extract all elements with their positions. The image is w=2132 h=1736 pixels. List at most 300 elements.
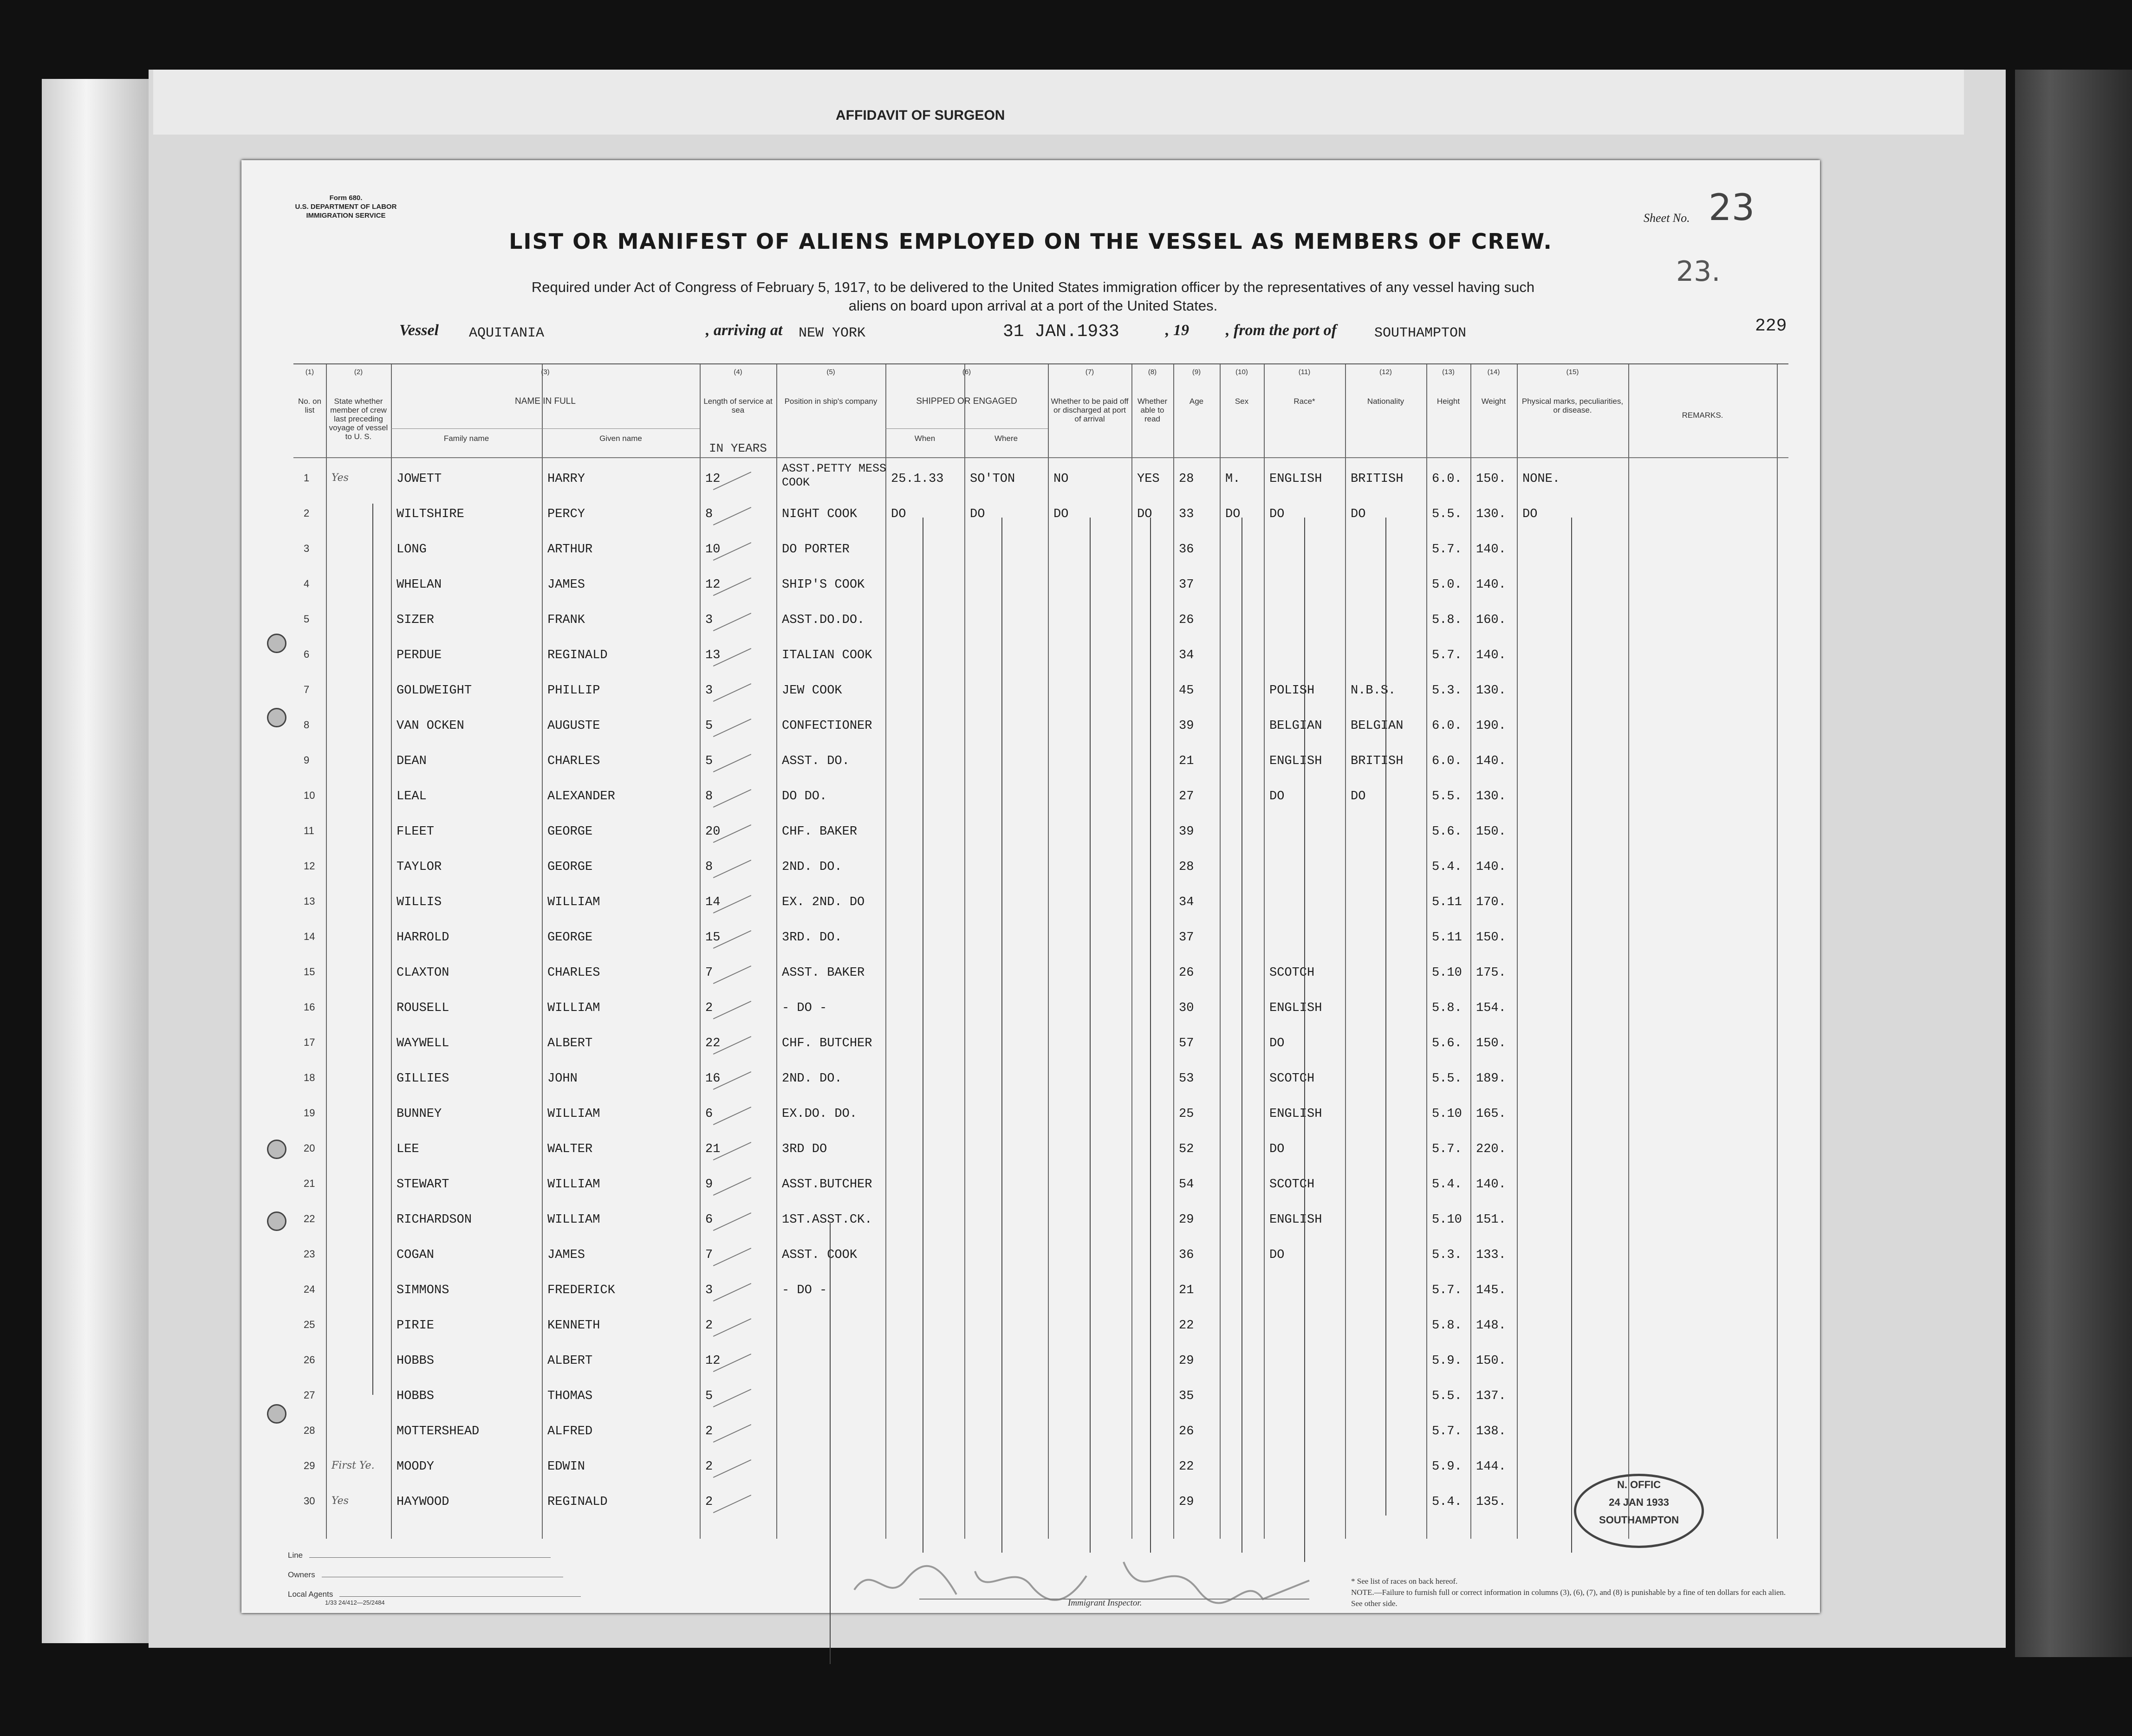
department: U.S. DEPARTMENT OF LABOR: [295, 203, 397, 211]
column-number: (10): [1235, 368, 1248, 376]
table-row: [293, 885, 1788, 919]
page-subtitle: [371, 278, 1695, 315]
cell-height: 5.6.: [1432, 825, 1462, 839]
subheader-divider: [391, 428, 700, 429]
cell-height: 5.7.: [1432, 648, 1462, 662]
cell-family: HOBBS: [396, 1389, 435, 1403]
cell-no: 20: [304, 1142, 315, 1154]
stamp-line-3: SOUTHAMPTON: [1599, 1514, 1679, 1526]
top-sheet: [153, 70, 1964, 135]
cell-family: RICHARDSON: [396, 1213, 472, 1227]
cell-family: BUNNEY: [396, 1107, 442, 1121]
cell-given: FRANK: [547, 613, 585, 627]
column-header-paid: Whether to be paid off or discharged at port of arrival: [1051, 397, 1129, 423]
cell-nationality: DO: [1351, 507, 1366, 521]
cell-weight: 138.: [1476, 1425, 1506, 1438]
cell-given: GEORGE: [547, 825, 593, 839]
table-row: [293, 1026, 1788, 1060]
cell-family: SIMMONS: [396, 1283, 449, 1297]
punch-hole: [267, 708, 286, 727]
cell-height: 5.7.: [1432, 1142, 1462, 1156]
cell-age: 26: [1179, 613, 1194, 627]
cell-no: 30: [304, 1495, 315, 1507]
cell-height: 5.4.: [1432, 860, 1462, 874]
cell-race: ENGLISH: [1269, 472, 1322, 486]
cell-given: GEORGE: [547, 931, 593, 945]
cell-height: 5.8.: [1432, 613, 1462, 627]
form-header: [286, 194, 406, 220]
cell-given: WILLIAM: [547, 1178, 600, 1192]
dark-edge-strip: [2015, 70, 2132, 1657]
cell-given: ALEXANDER: [547, 790, 615, 803]
cell-weight: 150.: [1476, 1354, 1506, 1368]
cell-race: DO: [1269, 1142, 1285, 1156]
arriving-port: NEW YORK: [799, 325, 866, 341]
cell-position: 3RD DO: [782, 1142, 827, 1156]
cell-position: EX.DO. DO.: [782, 1107, 858, 1121]
cell-age: 28: [1179, 860, 1194, 874]
cell-weight: 150.: [1476, 1036, 1506, 1050]
cell-weight: 137.: [1476, 1389, 1506, 1403]
cell-no: 29: [304, 1460, 315, 1471]
cell-family: WILLIS: [396, 895, 442, 909]
column-number: (2): [354, 368, 363, 376]
cell-prev: Yes: [332, 472, 349, 484]
footer-note: [1351, 1576, 1788, 1609]
column-header-read: Whether able to read: [1137, 397, 1168, 423]
cell-given: WILLIAM: [547, 1107, 600, 1121]
cell-position: DO PORTER: [782, 543, 850, 557]
table-row: [293, 1344, 1788, 1378]
table-row: [293, 1097, 1788, 1131]
cell-no: 2: [304, 507, 310, 519]
column-number: (14): [1487, 368, 1500, 376]
cell-sex: M.: [1225, 472, 1241, 486]
cell-paid: NO: [1053, 472, 1069, 486]
cell-no: 5: [304, 613, 310, 625]
table-row: [293, 744, 1788, 778]
owners-field: [288, 1565, 581, 1585]
cell-height: 6.0.: [1432, 754, 1462, 768]
table-row: [293, 462, 1788, 496]
ditto-mark: [1001, 518, 1002, 1553]
cell-position: ASST. DO.: [782, 754, 850, 768]
cell-weight: 140.: [1476, 754, 1506, 768]
cell-no: 14: [304, 931, 315, 942]
cell-given: GEORGE: [547, 860, 593, 874]
cell-family: SIZER: [396, 613, 435, 627]
table-row: [293, 709, 1788, 743]
subtitle-line-2: aliens on board upon arrival at a port of the United States.: [848, 298, 1218, 314]
cell-weight: 151.: [1476, 1213, 1506, 1227]
table-row: [293, 568, 1788, 602]
cell-no: 18: [304, 1072, 315, 1083]
cell-height: 5.7.: [1432, 1283, 1462, 1297]
cell-weight: 140.: [1476, 860, 1506, 874]
cell-position: SHIP'S COOK: [782, 578, 865, 592]
cell-years: 15: [705, 931, 721, 945]
cell-race: ENGLISH: [1269, 1213, 1322, 1227]
cell-age: 34: [1179, 648, 1194, 662]
cell-race: SCOTCH: [1269, 966, 1315, 980]
cell-family: CLAXTON: [396, 966, 449, 980]
cell-years: 7: [705, 1248, 713, 1262]
cell-years: 8: [705, 860, 713, 874]
cell-years: 2: [705, 1001, 713, 1015]
cell-family: JOWETT: [396, 472, 442, 486]
cell-age: 33: [1179, 507, 1194, 521]
cell-nationality: N.B.S.: [1351, 684, 1396, 698]
cell-years: 9: [705, 1178, 713, 1192]
cell-years: 2: [705, 1460, 713, 1474]
cell-where: DO: [970, 507, 985, 521]
cell-race: ENGLISH: [1269, 754, 1322, 768]
cell-given: PERCY: [547, 507, 585, 521]
cell-family: MOTTERSHEAD: [396, 1425, 480, 1438]
cell-position: - DO -: [782, 1283, 827, 1297]
cell-given: REGINALD: [547, 1495, 608, 1509]
cell-family: TAYLOR: [396, 860, 442, 874]
cell-family: LEE: [396, 1142, 419, 1156]
cell-no: 22: [304, 1213, 315, 1224]
paper-stack-left: [42, 79, 153, 1643]
column-header-given: Given name: [599, 434, 642, 443]
cell-years: 8: [705, 790, 713, 803]
ditto-mark: [1571, 518, 1572, 1553]
cell-height: 5.10: [1432, 966, 1462, 980]
ditto-mark: [1385, 518, 1386, 1516]
cell-height: 5.11: [1432, 895, 1462, 909]
stamp-line-2: 24 JAN 1933: [1609, 1496, 1669, 1508]
column-header-name-in-full: NAME IN FULL: [515, 396, 576, 406]
cell-position: ASST.PETTY MESS COOK: [782, 462, 887, 489]
cell-read: DO: [1137, 507, 1152, 521]
column-header-prev: State whether member of crew last preceding voyage of vessel to U. S.: [329, 397, 388, 441]
cell-family: COGAN: [396, 1248, 435, 1262]
cell-no: 12: [304, 860, 315, 872]
cell-weight: 140.: [1476, 1178, 1506, 1192]
cell-family: ROUSELL: [396, 1001, 449, 1015]
cell-height: 5.10: [1432, 1213, 1462, 1227]
sheet-no-handwritten: 23.: [1676, 255, 1721, 288]
cell-nationality: BRITISH: [1351, 754, 1404, 768]
cell-when: 25.1.33: [891, 472, 944, 486]
vessel-name: AQUITANIA: [469, 325, 545, 341]
cell-height: 5.9.: [1432, 1460, 1462, 1474]
cell-position: 2ND. DO.: [782, 1072, 842, 1086]
cell-race: DO: [1269, 1036, 1285, 1050]
cell-race: SCOTCH: [1269, 1178, 1315, 1192]
cell-height: 5.8.: [1432, 1319, 1462, 1333]
manifest-table: [293, 363, 1788, 1539]
table-row: [293, 1203, 1788, 1237]
subtitle-line-1: Required under Act of Congress of February 5, 1917, to be delivered to the United States immigration officer by the representatives of any vessel having such: [531, 279, 1535, 295]
cell-height: 5.8.: [1432, 1001, 1462, 1015]
cell-years: 2: [705, 1425, 713, 1438]
cell-age: 21: [1179, 754, 1194, 768]
form-no: Form 680.: [329, 194, 363, 202]
agents-label: Local Agents: [288, 1590, 333, 1599]
cell-weight: 154.: [1476, 1001, 1506, 1015]
cell-height: 6.0.: [1432, 719, 1462, 733]
cell-physical: NONE.: [1522, 472, 1560, 486]
table-row: [293, 1238, 1788, 1272]
cell-age: 36: [1179, 1248, 1194, 1262]
column-number: (8): [1148, 368, 1157, 376]
cell-no: 19: [304, 1107, 315, 1119]
cell-age: 28: [1179, 472, 1194, 486]
cell-no: 23: [304, 1248, 315, 1260]
cell-years: 5: [705, 754, 713, 768]
cell-height: 5.5.: [1432, 507, 1462, 521]
cell-height: 5.5.: [1432, 1072, 1462, 1086]
column-number: (7): [1085, 368, 1094, 376]
cell-years: 3: [705, 613, 713, 627]
cell-given: EDWIN: [547, 1460, 585, 1474]
cell-given: REGINALD: [547, 648, 608, 662]
cell-age: 30: [1179, 1001, 1194, 1015]
cell-weight: 150.: [1476, 472, 1506, 486]
cell-physical: DO: [1522, 507, 1538, 521]
ditto-mark: [1304, 518, 1305, 1562]
footer-fields: [288, 1546, 581, 1604]
cell-years: 20: [705, 825, 721, 839]
cell-years: 6: [705, 1107, 713, 1121]
cell-when: DO: [891, 507, 906, 521]
column-number: (9): [1192, 368, 1201, 376]
punch-hole: [267, 634, 286, 653]
ditto-mark: [1150, 518, 1151, 1553]
column-number: (1): [305, 368, 314, 376]
ditto-mark: [1090, 518, 1091, 1553]
cell-no: 10: [304, 790, 315, 801]
table-row: [293, 991, 1788, 1025]
cell-given: JAMES: [547, 1248, 585, 1262]
cell-nationality: BELGIAN: [1351, 719, 1404, 733]
cell-height: 5.3.: [1432, 684, 1462, 698]
column-header-shipped: SHIPPED OR ENGAGED: [916, 396, 1017, 406]
cell-height: 5.3.: [1432, 1248, 1462, 1262]
cell-age: 37: [1179, 578, 1194, 592]
ditto-mark: [372, 504, 373, 1395]
cell-no: 17: [304, 1036, 315, 1048]
cell-family: VAN OCKEN: [396, 719, 464, 733]
table-row: [293, 1062, 1788, 1095]
cell-race: ENGLISH: [1269, 1107, 1322, 1121]
cell-weight: 170.: [1476, 895, 1506, 909]
immigration-stamp: [1574, 1474, 1704, 1548]
cell-age: 52: [1179, 1142, 1194, 1156]
note-text: NOTE.—Failure to furnish full or correct information in columns (3), (6), (7), and (8) is punishable by a fine of ten dollars for each alien. See other side.: [1351, 1588, 1786, 1608]
cell-given: KENNETH: [547, 1319, 600, 1333]
column-header-position: Position in ship's company: [784, 397, 878, 406]
punch-hole: [267, 1140, 286, 1159]
cell-position: ASST. COOK: [782, 1248, 858, 1262]
cell-read: YES: [1137, 472, 1160, 486]
arrival-date: 31 JAN.1933: [1003, 322, 1119, 342]
cell-race: ENGLISH: [1269, 1001, 1322, 1015]
cell-given: ALBERT: [547, 1036, 593, 1050]
cell-years: 6: [705, 1213, 713, 1227]
table-row: [293, 638, 1788, 672]
cell-family: GILLIES: [396, 1072, 449, 1086]
cell-age: 45: [1179, 684, 1194, 698]
table-row: [293, 1308, 1788, 1342]
cell-weight: 140.: [1476, 543, 1506, 557]
column-header-nationality: Nationality: [1367, 397, 1404, 406]
cell-years: 12: [705, 472, 721, 486]
cell-race: POLISH: [1269, 684, 1315, 698]
cell-no: 24: [304, 1283, 315, 1295]
agents-underline: [339, 1596, 581, 1597]
year-label: , 19: [1165, 322, 1189, 339]
column-number: (3): [541, 368, 550, 376]
column-header-age: Age: [1189, 397, 1204, 406]
cell-age: 29: [1179, 1495, 1194, 1509]
cell-given: PHILLIP: [547, 684, 600, 698]
vessel-label: Vessel: [399, 322, 439, 339]
cell-given: ARTHUR: [547, 543, 593, 557]
cell-prev: Yes: [332, 1495, 349, 1507]
sheet-no-label: Sheet No.: [1644, 211, 1690, 225]
cell-position: ASST. BAKER: [782, 966, 865, 980]
cell-age: 29: [1179, 1354, 1194, 1368]
cell-height: 5.10: [1432, 1107, 1462, 1121]
cell-position: ASST.BUTCHER: [782, 1178, 872, 1192]
cell-position: - DO -: [782, 1001, 827, 1015]
cell-weight: 160.: [1476, 613, 1506, 627]
cell-no: 1: [304, 472, 310, 484]
cell-no: 15: [304, 966, 315, 978]
cell-no: 4: [304, 578, 310, 589]
table-row: [293, 1273, 1788, 1307]
form-code: 1/33 24/412—25/2484: [325, 1599, 385, 1606]
cell-no: 8: [304, 719, 310, 731]
cell-position: CHF. BUTCHER: [782, 1036, 872, 1050]
cell-age: 29: [1179, 1213, 1194, 1227]
cell-given: AUGUSTE: [547, 719, 600, 733]
cell-family: PIRIE: [396, 1319, 435, 1333]
cell-family: HAYWOOD: [396, 1495, 449, 1509]
cell-years: 5: [705, 1389, 713, 1403]
cell-no: 11: [304, 825, 314, 836]
punch-hole: [267, 1404, 286, 1424]
cell-weight: 130.: [1476, 684, 1506, 698]
cell-no: 6: [304, 648, 310, 660]
column-header-years: Length of service at sea: [703, 397, 773, 415]
column-header-when: When: [914, 434, 936, 443]
cell-age: 54: [1179, 1178, 1194, 1192]
column-header-physical: Physical marks, peculiarities, or disease.: [1521, 397, 1624, 415]
cell-years: 5: [705, 719, 713, 733]
cell-age: 34: [1179, 895, 1194, 909]
table-row: [293, 1485, 1788, 1519]
cell-age: 25: [1179, 1107, 1194, 1121]
cell-position: NIGHT COOK: [782, 507, 858, 521]
cell-weight: 140.: [1476, 648, 1506, 662]
cell-age: 21: [1179, 1283, 1194, 1297]
cell-height: 5.9.: [1432, 1354, 1462, 1368]
column-number: (15): [1566, 368, 1579, 376]
cell-weight: 130.: [1476, 790, 1506, 803]
cell-given: HARRY: [547, 472, 585, 486]
cell-weight: 145.: [1476, 1283, 1506, 1297]
cell-given: JAMES: [547, 578, 585, 592]
cell-family: LEAL: [396, 790, 427, 803]
note-star: * See list of races on back hereof.: [1351, 1577, 1458, 1586]
cell-no: 9: [304, 754, 310, 766]
cell-paid: DO: [1053, 507, 1069, 521]
cell-age: 26: [1179, 1425, 1194, 1438]
table-row: [293, 779, 1788, 813]
cell-nationality: DO: [1351, 790, 1366, 803]
cell-sex: DO: [1225, 507, 1241, 521]
cell-no: 13: [304, 895, 315, 907]
cell-nationality: BRITISH: [1351, 472, 1404, 486]
cell-height: 6.0.: [1432, 472, 1462, 486]
table-row: [293, 1167, 1788, 1201]
punch-hole: [267, 1211, 286, 1231]
service: IMMIGRATION SERVICE: [306, 212, 386, 220]
cell-years: 21: [705, 1142, 721, 1156]
cell-family: WILTSHIRE: [396, 507, 464, 521]
cell-position: EX. 2ND. DO: [782, 895, 865, 909]
cell-height: 5.5.: [1432, 1389, 1462, 1403]
cell-weight: 133.: [1476, 1248, 1506, 1262]
column-header-race: Race*: [1294, 397, 1315, 406]
column-header-in-years: IN YEARS: [709, 441, 767, 455]
owners-label: Owners: [288, 1570, 315, 1579]
table-row: [293, 603, 1788, 637]
cell-race: DO: [1269, 790, 1285, 803]
cell-years: 16: [705, 1072, 721, 1086]
cell-height: 5.11: [1432, 931, 1462, 945]
cell-height: 5.4.: [1432, 1178, 1462, 1192]
table-row: [293, 815, 1788, 849]
column-header-sex: Sex: [1235, 397, 1249, 406]
cell-weight: 175.: [1476, 966, 1506, 980]
cell-years: 8: [705, 507, 713, 521]
manifest-page: [241, 160, 1820, 1613]
cell-age: 26: [1179, 966, 1194, 980]
cell-height: 5.4.: [1432, 1495, 1462, 1509]
table-row: [293, 1379, 1788, 1413]
line-underline: [309, 1557, 551, 1558]
table-row: [293, 1414, 1788, 1448]
cell-family: FLEET: [396, 825, 435, 839]
cell-age: 39: [1179, 719, 1194, 733]
column-header-where: Where: [994, 434, 1018, 443]
subheader-divider: [885, 428, 1048, 429]
column-header-height: Height: [1436, 397, 1460, 406]
cell-height: 5.5.: [1432, 790, 1462, 803]
cell-weight: 140.: [1476, 578, 1506, 592]
column-header-weight: Weight: [1481, 397, 1506, 406]
cell-height: 5.7.: [1432, 543, 1462, 557]
cell-weight: 220.: [1476, 1142, 1506, 1156]
cell-weight: 135.: [1476, 1495, 1506, 1509]
cell-no: 27: [304, 1389, 315, 1401]
cell-family: LONG: [396, 543, 427, 557]
cell-no: 25: [304, 1319, 315, 1330]
cell-family: WHELAN: [396, 578, 442, 592]
cell-age: 36: [1179, 543, 1194, 557]
from-port: SOUTHAMPTON: [1374, 325, 1467, 341]
cell-position: CHF. BAKER: [782, 825, 858, 839]
cell-age: 37: [1179, 931, 1194, 945]
cell-given: ALBERT: [547, 1354, 593, 1368]
cell-given: WILLIAM: [547, 1213, 600, 1227]
